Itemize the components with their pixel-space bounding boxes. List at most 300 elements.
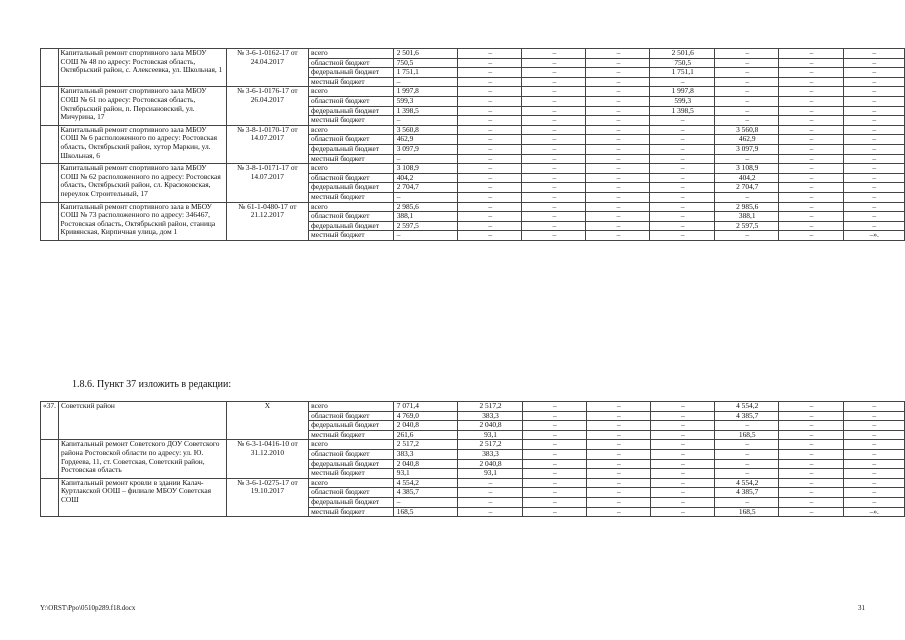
amount-cell: –	[650, 469, 714, 479]
amount-cell: 7 071,4	[393, 402, 458, 412]
amount-cell: –	[458, 58, 522, 68]
section-heading: 1.8.6. Пункт 37 изложить в редакции:	[72, 379, 232, 390]
amount-cell: 750,5	[650, 58, 715, 68]
amount-cell: –	[714, 96, 779, 106]
amount-cell: –	[779, 77, 843, 87]
amount-cell: –	[650, 212, 715, 222]
amount-cell: 4 554,2	[714, 402, 779, 412]
amount-cell: –	[458, 87, 522, 97]
amount-cell: 462,9	[714, 135, 779, 145]
amount-cell: –	[586, 507, 650, 517]
table-row	[41, 87, 905, 97]
amount-cell: –	[843, 58, 904, 68]
amount-cell: 404,2	[714, 173, 779, 183]
amount-cell: –	[522, 421, 586, 431]
amount-cell: 2 597,5	[393, 221, 458, 231]
amount-cell: 2 040,8	[458, 421, 523, 431]
amount-cell: –	[586, 497, 650, 507]
amount-cell: –	[843, 478, 904, 488]
amount-cell: –	[714, 116, 779, 126]
amount-cell: 93,1	[458, 430, 523, 440]
amount-cell: –	[586, 154, 650, 164]
amount-cell: –	[779, 488, 843, 498]
amount-cell: –	[458, 192, 522, 202]
amount-cell: –	[779, 183, 843, 193]
amount-cell: –	[650, 231, 715, 241]
funding-source-cell: областной бюджет	[309, 449, 394, 459]
amount-cell: –	[714, 449, 779, 459]
amount-cell: –	[843, 469, 904, 479]
amount-cell: –	[843, 144, 904, 154]
amount-cell: –	[650, 192, 715, 202]
amount-cell: –	[843, 459, 904, 469]
amount-cell: –	[779, 430, 843, 440]
amount-cell: –	[779, 421, 843, 431]
amount-cell: 1 398,5	[393, 106, 458, 116]
amount-cell: –	[522, 212, 586, 222]
amount-cell: –	[586, 430, 650, 440]
amount-cell: –	[586, 116, 650, 126]
funding-source-cell: местный бюджет	[309, 430, 394, 440]
amount-cell: 1 398,5	[650, 106, 715, 116]
row-number-cell	[41, 202, 59, 240]
amount-cell: –	[843, 221, 904, 231]
amount-cell: –	[586, 212, 650, 222]
object-name-cell: Капитальный ремонт спортивного зала в МБОУ СОШ № 73 расположенного по адресу: 346467, Ростовская область, Октябрьский район, станица Кривянская, Кирпичная улица, дом 1	[58, 202, 226, 240]
funding-source-cell: федеральный бюджет	[309, 497, 394, 507]
object-name-cell: Капитальный ремонт Советского ДОУ Советского района Ростовской области по адресу: ул. Ю. Гордеева, 11, ст. Советская, Советский район, Ростовская область	[58, 440, 226, 478]
amount-cell: –	[522, 478, 586, 488]
amount-cell: –	[843, 212, 904, 222]
amount-cell: –	[458, 68, 522, 78]
amount-cell: –	[586, 87, 650, 97]
amount-cell: –	[586, 440, 650, 450]
amount-cell: 2 040,8	[393, 421, 458, 431]
amount-cell: –	[779, 87, 843, 97]
table-row	[41, 164, 905, 174]
table-row	[41, 202, 905, 212]
amount-cell: 4 769,0	[393, 411, 458, 421]
amount-cell: –	[779, 96, 843, 106]
object-name-cell: Советский район	[58, 402, 226, 440]
contract-cell: Х	[226, 402, 308, 440]
amount-cell: –	[586, 96, 650, 106]
amount-cell: –	[458, 49, 522, 59]
amount-cell: –	[779, 202, 843, 212]
funding-source-cell: местный бюджет	[309, 231, 394, 241]
object-name-cell: Капитальный ремонт кровли в здании Калач-Куртлакской ООШ – филиале МБОУ Советская СОШ	[58, 478, 226, 516]
amount-cell: –	[650, 478, 714, 488]
amount-cell: 3 108,9	[714, 164, 779, 174]
amount-cell: 3 097,9	[393, 144, 458, 154]
amount-cell: –	[586, 192, 650, 202]
amount-cell: –	[522, 58, 586, 68]
amount-cell: 599,3	[650, 96, 715, 106]
amount-cell: 3 108,9	[393, 164, 458, 174]
amount-cell: 2 985,6	[393, 202, 458, 212]
amount-cell: –	[843, 440, 904, 450]
footer-file-path: Y:\ORST\Ppo\0510p289.f18.docx	[40, 604, 136, 612]
amount-cell: 1 751,1	[650, 68, 715, 78]
amount-cell: –	[458, 154, 522, 164]
amount-cell: –	[458, 488, 523, 498]
amount-cell: –	[522, 488, 586, 498]
amount-cell: –	[393, 77, 458, 87]
amount-cell: 168,5	[393, 507, 458, 517]
amount-cell: 2 517,2	[458, 440, 523, 450]
amount-cell: –	[714, 459, 779, 469]
amount-cell: –	[843, 183, 904, 193]
amount-cell: 388,1	[393, 212, 458, 222]
amount-cell: –	[843, 125, 904, 135]
amount-cell: –	[779, 164, 843, 174]
amount-cell: 1 997,8	[393, 87, 458, 97]
amount-cell: –	[522, 154, 586, 164]
amount-cell: –	[714, 440, 779, 450]
funding-source-cell: всего	[309, 49, 394, 59]
amount-cell: –	[458, 96, 522, 106]
amount-cell: 261,6	[393, 430, 458, 440]
amount-cell: –	[714, 421, 779, 431]
funding-source-cell: федеральный бюджет	[309, 106, 394, 116]
amount-cell: –	[586, 173, 650, 183]
amount-cell: –	[586, 449, 650, 459]
amount-cell: 3 560,8	[714, 125, 779, 135]
amount-cell: 2 040,8	[458, 459, 523, 469]
object-name-cell: Капитальный ремонт спортивного зала МБОУ СОШ № 48 по адресу: Ростовская область, Октябрьский район, с. Алексеевка, ул. Школьная, 1	[58, 49, 226, 87]
amount-cell: –	[522, 144, 586, 154]
amount-cell: –	[522, 106, 586, 116]
amount-cell: –	[843, 96, 904, 106]
amount-cell: –	[714, 192, 779, 202]
amount-cell: –	[779, 106, 843, 116]
amount-cell: –	[522, 411, 586, 421]
amount-cell: –	[650, 411, 714, 421]
amount-cell: 599,3	[393, 96, 458, 106]
amount-cell: –	[586, 231, 650, 241]
amount-cell: –	[522, 231, 586, 241]
amount-cell: –	[779, 478, 843, 488]
amount-cell: –	[586, 125, 650, 135]
amount-cell: –	[779, 116, 843, 126]
amount-cell: –».	[843, 231, 904, 241]
amount-cell: –	[714, 77, 779, 87]
amount-cell: –	[586, 488, 650, 498]
amount-cell: –	[522, 192, 586, 202]
amount-cell: –	[458, 231, 522, 241]
amount-cell: –	[650, 77, 715, 87]
amount-cell: –	[779, 68, 843, 78]
amount-cell: –	[522, 116, 586, 126]
row-number-cell	[41, 478, 59, 516]
funding-source-cell: областной бюджет	[309, 488, 394, 498]
amount-cell: –	[779, 58, 843, 68]
amount-cell: 750,5	[393, 58, 458, 68]
funding-source-cell: федеральный бюджет	[309, 183, 394, 193]
amount-cell: 1 997,8	[650, 87, 715, 97]
amount-cell: –	[458, 221, 522, 231]
contract-cell: № 3-8-1-0170-17 от 14.07.2017	[226, 125, 308, 163]
object-name-cell: Капитальный ремонт спортивного зала МБОУ СОШ № 61 по адресу: Ростовская область, Октябрьский район, п. Персиановский, ул. Мичурина, 17	[58, 87, 226, 125]
amount-cell: –	[522, 49, 586, 59]
funding-source-cell: областной бюджет	[309, 173, 394, 183]
amount-cell: –	[650, 440, 714, 450]
row-number-cell	[41, 125, 59, 163]
contract-cell: № 3-6-1-0162-17 от 24.04.2017	[226, 49, 308, 87]
amount-cell: –	[779, 440, 843, 450]
amount-cell: –	[522, 164, 586, 174]
amount-cell: 383,3	[458, 411, 523, 421]
amount-cell: –	[779, 221, 843, 231]
amount-cell: –	[458, 144, 522, 154]
amount-cell: –	[522, 402, 586, 412]
amount-cell: –	[650, 402, 714, 412]
amount-cell: –	[586, 411, 650, 421]
amount-cell: –	[650, 154, 715, 164]
amount-cell: –	[714, 106, 779, 116]
amount-cell: –	[458, 202, 522, 212]
amount-cell: –	[843, 202, 904, 212]
amount-cell: 3 097,9	[714, 144, 779, 154]
amount-cell: –	[393, 154, 458, 164]
amount-cell: 2 501,6	[393, 49, 458, 59]
amount-cell: –	[650, 144, 715, 154]
amount-cell: –	[779, 154, 843, 164]
funding-source-cell: областной бюджет	[309, 212, 394, 222]
amount-cell: –	[779, 507, 843, 517]
amount-cell: –	[843, 164, 904, 174]
amount-cell: –	[522, 87, 586, 97]
amount-cell: 4 554,2	[393, 478, 458, 488]
amount-cell: –	[779, 497, 843, 507]
amount-cell: –	[843, 49, 904, 59]
amount-cell: 4 385,7	[714, 411, 779, 421]
amount-cell: –	[458, 183, 522, 193]
funding-source-cell: местный бюджет	[309, 77, 394, 87]
amount-cell: –	[586, 459, 650, 469]
amount-cell: –	[586, 469, 650, 479]
amount-cell: –	[586, 202, 650, 212]
amount-cell: –	[779, 449, 843, 459]
amount-cell: 168,5	[714, 507, 779, 517]
amount-cell: –	[393, 231, 458, 241]
contract-cell: № 3-6-1-0176-17 от 26.04.2017	[226, 87, 308, 125]
row-number-cell	[41, 164, 59, 202]
amount-cell: –	[779, 469, 843, 479]
amount-cell: –	[522, 183, 586, 193]
amount-cell: –	[650, 202, 715, 212]
amount-cell: –	[650, 173, 715, 183]
amount-cell: –	[586, 478, 650, 488]
amount-cell: –	[779, 459, 843, 469]
table-row	[41, 402, 905, 412]
amount-cell: 383,3	[393, 449, 458, 459]
amount-cell: –	[843, 77, 904, 87]
amount-cell: –	[843, 449, 904, 459]
amount-cell: –	[522, 459, 586, 469]
amount-cell: 4 385,7	[714, 488, 779, 498]
funding-source-cell: федеральный бюджет	[309, 421, 394, 431]
amount-cell: –	[586, 77, 650, 87]
amount-cell: –	[586, 144, 650, 154]
amount-cell: 168,5	[714, 430, 779, 440]
funding-source-cell: федеральный бюджет	[309, 144, 394, 154]
amount-cell: –	[458, 173, 522, 183]
amount-cell: 383,3	[458, 449, 523, 459]
amount-cell: –	[714, 231, 779, 241]
funding-source-cell: областной бюджет	[309, 411, 394, 421]
amount-cell: –	[779, 125, 843, 135]
amount-cell: –	[714, 87, 779, 97]
row-number-cell	[41, 440, 59, 478]
funding-source-cell: всего	[309, 478, 394, 488]
amount-cell: –	[714, 154, 779, 164]
funding-source-cell: областной бюджет	[309, 96, 394, 106]
amount-cell: –	[779, 411, 843, 421]
amount-cell: –	[586, 421, 650, 431]
amount-cell: –	[650, 183, 715, 193]
amount-cell: 388,1	[714, 212, 779, 222]
amount-cell: –	[650, 164, 715, 174]
amount-cell: –	[458, 135, 522, 145]
amount-cell: –	[843, 497, 904, 507]
amount-cell: –	[779, 135, 843, 145]
amount-cell: –	[843, 154, 904, 164]
amount-cell: –	[843, 116, 904, 126]
amount-cell: –	[586, 49, 650, 59]
amount-cell: 2 040,8	[393, 459, 458, 469]
object-name-cell: Капитальный ремонт спортивного зала МБОУ СОШ № 6 расположенного по адресу: Ростовская область, Октябрьский район, хутор Маркин, ул. Школьная, 6	[58, 125, 226, 163]
funding-source-cell: всего	[309, 402, 394, 412]
funding-source-cell: областной бюджет	[309, 58, 394, 68]
funding-source-cell: федеральный бюджет	[309, 459, 394, 469]
amount-cell: –	[843, 87, 904, 97]
amount-cell: –	[650, 488, 714, 498]
amount-cell: 4 554,2	[714, 478, 779, 488]
amount-cell: –	[650, 497, 714, 507]
amount-cell: –	[843, 106, 904, 116]
funding-source-cell: всего	[309, 440, 394, 450]
amount-cell: –	[586, 164, 650, 174]
amount-cell: –	[586, 58, 650, 68]
amount-cell: –	[843, 173, 904, 183]
contract-cell: № 6-3-1-0416-10 от 31.12.2010	[226, 440, 308, 478]
amount-cell: –	[650, 449, 714, 459]
amount-cell: –	[458, 106, 522, 116]
amount-cell: 2 517,2	[458, 402, 523, 412]
amount-cell: –	[650, 221, 715, 231]
amount-cell: –	[393, 497, 458, 507]
amount-cell: –	[522, 440, 586, 450]
funding-table-bottom	[40, 401, 905, 517]
amount-cell: –	[586, 402, 650, 412]
amount-cell: 404,2	[393, 173, 458, 183]
contract-cell: № 3-8-1-0171-17 от 14.07.2017	[226, 164, 308, 202]
amount-cell: –	[650, 507, 714, 517]
contract-cell: № 3-6-1-0275-17 от 19.10.2017	[226, 478, 308, 516]
funding-source-cell: местный бюджет	[309, 154, 394, 164]
amount-cell: 2 501,6	[650, 49, 715, 59]
amount-cell: –	[458, 497, 523, 507]
amount-cell: –	[393, 192, 458, 202]
funding-source-cell: федеральный бюджет	[309, 68, 394, 78]
amount-cell: 93,1	[458, 469, 523, 479]
amount-cell: 2 704,7	[393, 183, 458, 193]
amount-cell: –	[843, 68, 904, 78]
amount-cell: –	[522, 469, 586, 479]
amount-cell: –	[650, 116, 715, 126]
footer-page-number: 31	[858, 604, 865, 612]
amount-cell: –	[650, 430, 714, 440]
amount-cell: –	[779, 173, 843, 183]
amount-cell: –	[458, 125, 522, 135]
amount-cell: –	[522, 96, 586, 106]
amount-cell: 2 517,2	[393, 440, 458, 450]
table-row	[41, 49, 905, 59]
amount-cell: 4 385,7	[393, 488, 458, 498]
amount-cell: –	[843, 402, 904, 412]
funding-source-cell: местный бюджет	[309, 192, 394, 202]
funding-source-cell: всего	[309, 202, 394, 212]
funding-source-cell: местный бюджет	[309, 116, 394, 126]
funding-source-cell: всего	[309, 164, 394, 174]
object-name-cell: Капитальный ремонт спортивного зала МБОУ СОШ № 62 расположенного по адресу: Ростовская область, Октябрьский район, сл. Красюковская, переулок Строительный, 17	[58, 164, 226, 202]
amount-cell: –	[779, 192, 843, 202]
amount-cell: –	[714, 58, 779, 68]
amount-cell: –	[458, 212, 522, 222]
amount-cell: –	[843, 135, 904, 145]
amount-cell: –	[843, 488, 904, 498]
amount-cell: –	[522, 173, 586, 183]
amount-cell: –	[522, 77, 586, 87]
amount-cell: 93,1	[393, 469, 458, 479]
amount-cell: –	[843, 430, 904, 440]
amount-cell: 2 704,7	[714, 183, 779, 193]
amount-cell: –	[522, 507, 586, 517]
amount-cell: –	[843, 421, 904, 431]
amount-cell: –	[522, 221, 586, 231]
table-row	[41, 478, 905, 488]
table-row	[41, 125, 905, 135]
amount-cell: –	[522, 430, 586, 440]
contract-cell: № 61-1-0480-17 от 21.12.2017	[226, 202, 308, 240]
amount-cell: –	[779, 231, 843, 241]
amount-cell: 1 751,1	[393, 68, 458, 78]
amount-cell: –	[522, 68, 586, 78]
funding-source-cell: местный бюджет	[309, 507, 394, 517]
amount-cell: –	[843, 411, 904, 421]
row-number-cell	[41, 49, 59, 87]
amount-cell: –	[650, 135, 715, 145]
amount-cell: –	[779, 212, 843, 222]
amount-cell: –	[522, 449, 586, 459]
funding-source-cell: областной бюджет	[309, 135, 394, 145]
amount-cell: –	[522, 497, 586, 507]
amount-cell: 3 560,8	[393, 125, 458, 135]
amount-cell: –	[714, 49, 779, 59]
amount-cell: –	[714, 497, 779, 507]
amount-cell: –	[586, 106, 650, 116]
amount-cell: –	[779, 49, 843, 59]
amount-cell: –	[586, 68, 650, 78]
funding-source-cell: всего	[309, 125, 394, 135]
amount-cell: –	[650, 125, 715, 135]
amount-cell: –	[650, 459, 714, 469]
amount-cell: –».	[843, 507, 904, 517]
amount-cell: 2 985,6	[714, 202, 779, 212]
funding-source-cell: федеральный бюджет	[309, 221, 394, 231]
amount-cell: –	[458, 116, 522, 126]
